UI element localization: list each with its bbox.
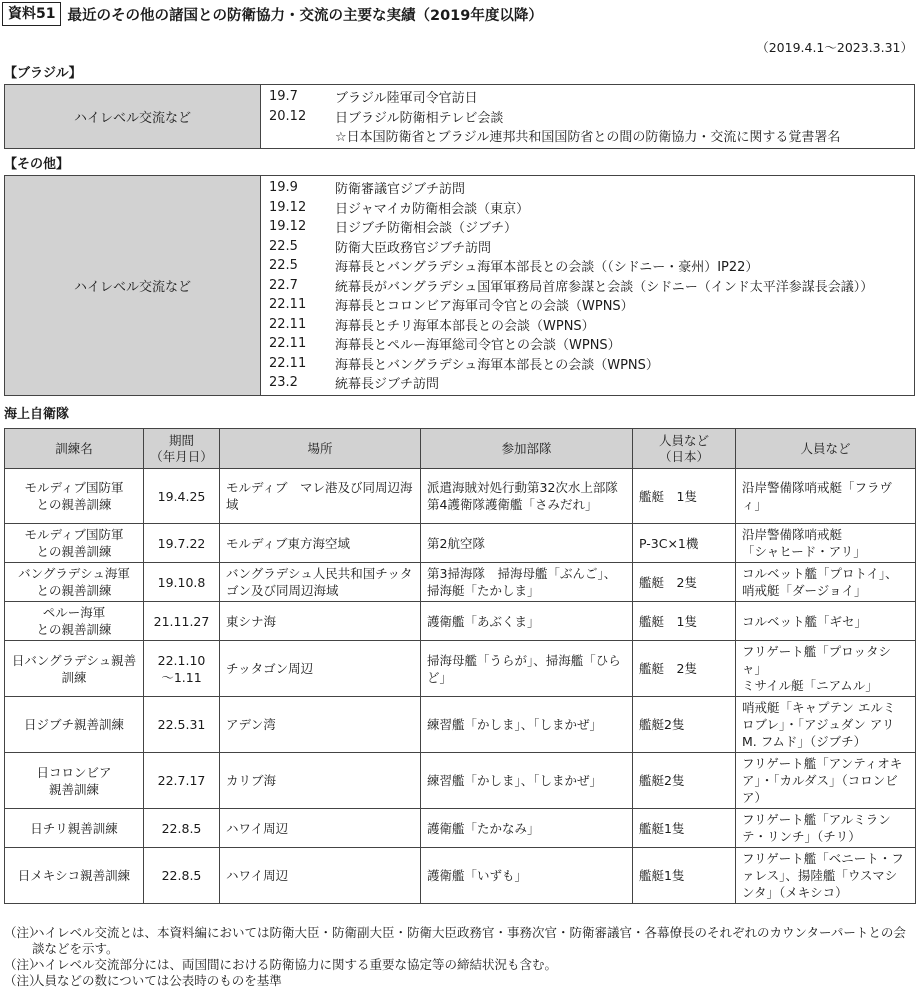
cell-period: 19.4.25 <box>144 469 220 524</box>
document-title <box>2 2 543 26</box>
cell-location: モルディブ東方海空域 <box>220 524 421 563</box>
exchange-date: 20.12 <box>269 108 307 124</box>
note-text: ハイレベル交流部分には、両国間における防衛協力に関する重要な協定等の締結状況も含む。 <box>32 957 558 972</box>
brazil-category: ハイレベル交流など <box>5 85 261 149</box>
header-personnel-japan: 人員など （日本） <box>633 429 736 469</box>
exchange-item <box>269 276 914 296</box>
header-period: 期間 （年月日） <box>144 429 220 469</box>
cell-period: 22.1.10 ～1.11 <box>144 641 220 697</box>
cell-participating-units: 第3掃海隊 掃海母艦「ぶんご」、掃海艇「たかしま」 <box>421 563 633 602</box>
cell-participating-units: 第2航空隊 <box>421 524 633 563</box>
cell-participating-units: 派遣海賊対処行動第32次水上部隊 第4護衛隊護衛艦「さみだれ」 <box>421 469 633 524</box>
other-category: ハイレベル交流など <box>5 176 261 396</box>
notes <box>4 925 915 989</box>
exchange-date: 22.11 <box>269 355 307 371</box>
exchange-text: ブラジル陸軍司令官訪日 <box>335 91 478 107</box>
table-row <box>5 602 916 641</box>
cell-training-name: モルディブ国防軍 との親善訓練 <box>5 469 144 524</box>
note <box>4 973 915 989</box>
cell-personnel-japan: 艦艇 1隻 <box>633 602 736 641</box>
exchange-text: 防衛大臣政務官ジブチ訪問 <box>335 240 492 256</box>
cell-personnel-partner: フリゲート艦「アルミランテ・リンチ」（チリ） <box>736 809 916 848</box>
cell-participating-units: 練習艦「かしま」、「しまかぜ」 <box>421 753 633 809</box>
cell-personnel-partner: フリゲート艦「プロッタシャ」 ミサイル艇「ニアムル」 <box>736 641 916 697</box>
cell-period: 22.8.5 <box>144 848 220 904</box>
exchange-date: 22.5 <box>269 238 298 254</box>
table-row <box>5 469 916 524</box>
table-row <box>5 641 916 697</box>
cell-personnel-japan: P-3C×1機 <box>633 524 736 563</box>
header-training-name: 訓練名 <box>5 429 144 469</box>
cell-location: バングラデシュ人民共和国チッタゴン及び同周辺海域 <box>220 563 421 602</box>
other-item-list <box>261 176 914 395</box>
header-location: 場所 <box>220 429 421 469</box>
document-title-text: 最近のその他の諸国との防衛協力・交流の主要な実績（2019年度以降） <box>67 7 543 24</box>
exchange-item <box>269 295 914 315</box>
document-badge: 資料51 <box>2 2 61 26</box>
exchange-text: 統幕長がバングラデシュ国軍軍務局首席参謀と会談（シドニー（インド太平洋参謀長会議）） <box>335 279 874 295</box>
other-table <box>4 175 915 396</box>
exchange-date: 19.9 <box>269 180 298 196</box>
cell-personnel-japan: 艦艇1隻 <box>633 809 736 848</box>
exchange-item <box>269 178 914 198</box>
exchange-date: 19.12 <box>269 219 307 235</box>
cell-period: 22.8.5 <box>144 809 220 848</box>
cell-participating-units: 護衛艦「たかなみ」 <box>421 809 633 848</box>
cell-location: 東シナ海 <box>220 602 421 641</box>
exchange-text: 統幕長ジブチ訪問 <box>335 377 440 393</box>
exchange-text: 日ブラジル防衛相テレビ会談 <box>335 110 504 126</box>
exchange-date: 22.11 <box>269 336 307 352</box>
exchange-item <box>269 256 914 276</box>
exchange-text: 海幕長とペルー海軍総司令官との会談（WPNS） <box>335 338 621 354</box>
header-participating-units: 参加部隊 <box>421 429 633 469</box>
brazil-table <box>4 84 915 149</box>
msdf-table <box>4 428 916 904</box>
cell-personnel-japan: 艦艇 2隻 <box>633 563 736 602</box>
cell-period: 22.5.31 <box>144 697 220 753</box>
section-label-other: 【その他】 <box>4 157 70 172</box>
cell-personnel-japan: 艦艇2隻 <box>633 697 736 753</box>
exchange-text: 海幕長とバングラデシュ海軍本部長との会談（WPNS） <box>335 357 659 373</box>
note-text: ハイレベル交流とは、本資料編においては防衛大臣・防衛副大臣・防衛大臣政務官・事務次官・防衛審議官・各幕僚長のそれぞれのカウンターパートとの会談などを示す。 <box>32 925 906 956</box>
cell-personnel-japan: 艦艇1隻 <box>633 848 736 904</box>
cell-period: 21.11.27 <box>144 602 220 641</box>
cell-participating-units: 護衛艦「いずも」 <box>421 848 633 904</box>
exchange-item <box>269 315 914 335</box>
section-label-msdf: 海上自衛隊 <box>4 407 70 422</box>
cell-personnel-japan: 艦艇 2隻 <box>633 641 736 697</box>
exchange-item <box>269 107 914 127</box>
cell-personnel-japan: 艦艇2隻 <box>633 753 736 809</box>
cell-personnel-partner: コルベット艦「ギセ」 <box>736 602 916 641</box>
exchange-text: 日ジブチ防衛相会談（ジブチ） <box>335 221 518 237</box>
cell-participating-units: 護衛艦「あぶくま」 <box>421 602 633 641</box>
cell-personnel-partner: 哨戒艇「キャプテン エルミ ロブレ」・「アジュダン アリ M. フムド」（ジブチ） <box>736 697 916 753</box>
table-row <box>5 753 916 809</box>
cell-location: カリブ海 <box>220 753 421 809</box>
period-range: （2019.4.1～2023.3.31） <box>756 40 913 55</box>
exchange-item <box>269 217 914 237</box>
note-text: 人員などの数については公表時のものを基準 <box>32 973 282 988</box>
exchange-item <box>269 354 914 374</box>
exchange-text: 海幕長とバングラデシュ海軍本部長との会談（（シドニー・豪州）IP22） <box>335 260 759 276</box>
cell-training-name: モルディブ国防軍 との親善訓練 <box>5 524 144 563</box>
note-mark: （注） <box>4 973 42 988</box>
table-row <box>5 697 916 753</box>
cell-training-name: 日コロンビア 親善訓練 <box>5 753 144 809</box>
brazil-item-list <box>261 85 914 148</box>
exchange-text: 日ジャマイカ防衛相会談（東京） <box>335 201 530 217</box>
msdf-table-header <box>5 429 916 469</box>
table-row <box>5 524 916 563</box>
section-label-brazil: 【ブラジル】 <box>4 66 82 81</box>
exchange-item <box>269 334 914 354</box>
exchange-item <box>269 126 914 146</box>
exchange-item <box>269 87 914 107</box>
exchange-date: 22.11 <box>269 297 307 313</box>
msdf-table-body <box>5 469 916 904</box>
cell-training-name: ペルー海軍 との親善訓練 <box>5 602 144 641</box>
cell-location: チッタゴン周辺 <box>220 641 421 697</box>
table-row <box>5 848 916 904</box>
cell-location: アデン湾 <box>220 697 421 753</box>
cell-location: モルディブ マレ港及び同周辺海域 <box>220 469 421 524</box>
note-mark: （注） <box>4 957 42 972</box>
cell-training-name: 日バングラデシュ親善訓練 <box>5 641 144 697</box>
cell-training-name: バングラデシュ海軍 との親善訓練 <box>5 563 144 602</box>
cell-personnel-partner: フリゲート艦「ベニート・ファレス」、揚陸艦「ウスマシンタ」（メキシコ） <box>736 848 916 904</box>
exchange-item <box>269 198 914 218</box>
cell-personnel-partner: 沿岸警備隊哨戒艇 「シャヒード・アリ」 <box>736 524 916 563</box>
header-personnel-partner: 人員など <box>736 429 916 469</box>
note-mark: （注） <box>4 925 42 940</box>
exchange-date: 19.12 <box>269 199 307 215</box>
note <box>4 925 915 957</box>
cell-personnel-partner: コルベット艦「プロトイ」、哨戒艇「ダージョイ」 <box>736 563 916 602</box>
cell-participating-units: 掃海母艦「うらが」、掃海艦「ひらど」 <box>421 641 633 697</box>
exchange-date: 19.7 <box>269 89 298 105</box>
exchange-date: 22.11 <box>269 316 307 332</box>
note <box>4 957 915 973</box>
cell-training-name: 日ジブチ親善訓練 <box>5 697 144 753</box>
cell-personnel-partner: 沿岸警備隊哨戒艇「フラヴィ」 <box>736 469 916 524</box>
cell-personnel-japan: 艦艇 1隻 <box>633 469 736 524</box>
cell-period: 22.7.17 <box>144 753 220 809</box>
exchange-text: 海幕長とチリ海軍本部長との会談（WPNS） <box>335 318 595 334</box>
cell-participating-units: 練習艦「かしま」、「しまかぜ」 <box>421 697 633 753</box>
table-row <box>5 563 916 602</box>
exchange-item <box>269 373 914 393</box>
exchange-text: 海幕長とコロンビア海軍司令官との会談（WPNS） <box>335 299 634 315</box>
cell-training-name: 日チリ親善訓練 <box>5 809 144 848</box>
exchange-date: 22.5 <box>269 258 298 274</box>
exchange-text: 防衛審議官ジブチ訪問 <box>335 182 466 198</box>
exchange-date: 23.2 <box>269 375 298 391</box>
cell-location: ハワイ周辺 <box>220 809 421 848</box>
table-row <box>5 809 916 848</box>
cell-personnel-partner: フリゲート艦「アンティオキア」・「カルダス」（コロンビア） <box>736 753 916 809</box>
cell-period: 19.10.8 <box>144 563 220 602</box>
cell-period: 19.7.22 <box>144 524 220 563</box>
cell-training-name: 日メキシコ親善訓練 <box>5 848 144 904</box>
exchange-text: ☆日本国防衛省とブラジル連邦共和国国防省との間の防衛協力・交流に関する覚書署名 <box>335 130 841 146</box>
exchange-item <box>269 237 914 257</box>
exchange-date: 22.7 <box>269 277 298 293</box>
cell-location: ハワイ周辺 <box>220 848 421 904</box>
